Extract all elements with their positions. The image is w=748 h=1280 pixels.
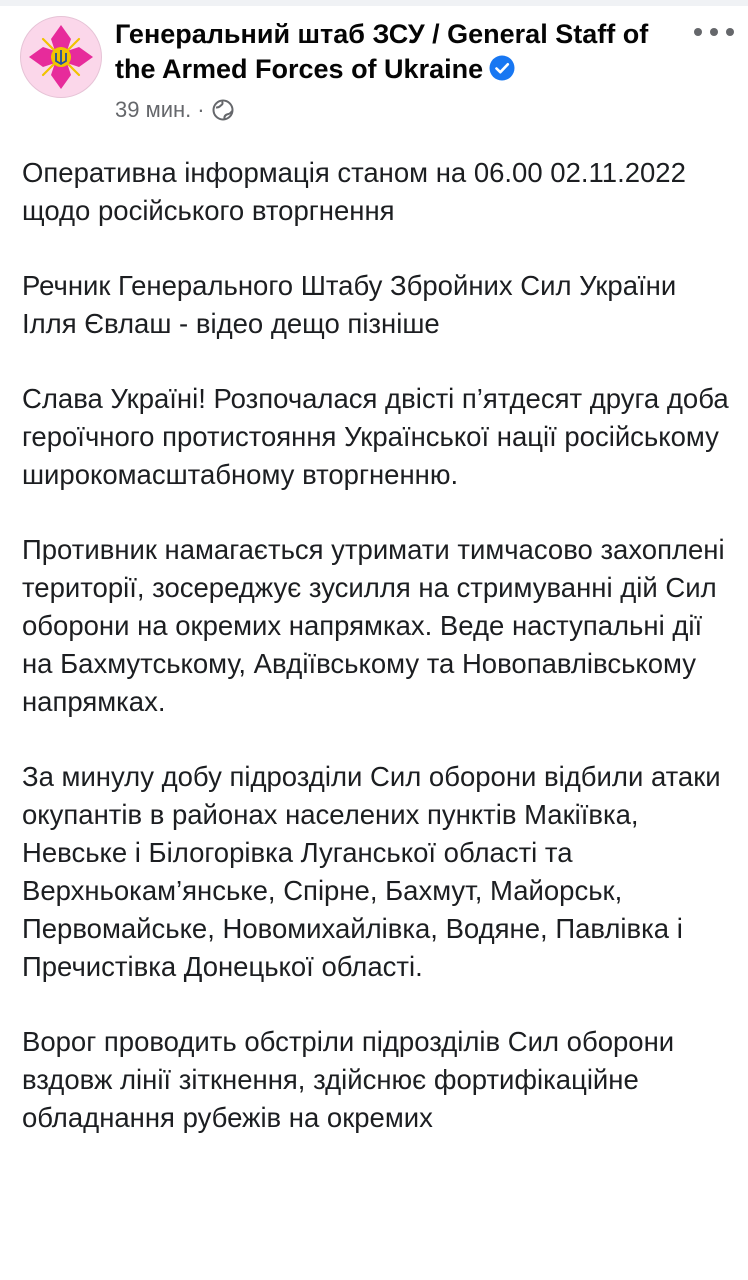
- more-options-icon[interactable]: [694, 20, 734, 44]
- post-paragraph-1: Оперативна інформація станом на 06.00 02.11.2022 щодо російського вторгнення: [22, 157, 686, 226]
- avatar[interactable]: [20, 16, 102, 98]
- general-staff-emblem-icon: [21, 17, 101, 97]
- globe-icon[interactable]: [212, 99, 234, 121]
- post-body: [22, 154, 734, 1174]
- post-paragraph-4: Противник намагається утримати тимчасово захоплені території, зосереджує зусилля на стримуванні дій Сил оборони на окремих напрямках. Веде наступальні дії на Бахмутському, Авдіївському та Новопавлівському напрямках.: [22, 534, 725, 717]
- post-paragraph-3: Слава Україні! Розпочалася двісті п’ятдесят друга доба героїчного протистояння Української нації російському широкомасштабному вторгненню.: [22, 383, 729, 490]
- post-paragraph-6: Ворог проводить обстріли підрозділів Сил оборони вздовж лінії зіткнення, здійснює фортифікаційне обладнання рубежів на окремих: [22, 1026, 675, 1133]
- post-meta: [115, 96, 234, 124]
- post-author-name[interactable]: Генеральний штаб ЗСУ / General Staff of the Armed Forces of Ukraine: [115, 19, 649, 84]
- post-author[interactable]: [115, 17, 675, 87]
- post-timestamp[interactable]: 39 мин.: [115, 97, 192, 122]
- more-dot: [710, 28, 718, 36]
- post-paragraph-2: Речник Генерального Штабу Збройних Сил України Ілля Євлаш - відео дещо пізніше: [22, 270, 677, 339]
- post-header: [0, 6, 748, 140]
- post-paragraph-5: За минулу добу підрозділи Сил оборони відбили атаки окупантів в районах населених пунктів Макіївка, Невське і Білогорівка Луганської області та Верхньокам’янське, Спірне, Бахмут, Майорськ, Первомайське, Новомихайлівка, Водяне, Павлівка і Пречистівка Донецької області.: [22, 761, 721, 982]
- meta-separator: ·: [197, 97, 205, 122]
- verified-badge-icon: [489, 55, 515, 81]
- more-dot: [694, 28, 702, 36]
- more-dot: [726, 28, 734, 36]
